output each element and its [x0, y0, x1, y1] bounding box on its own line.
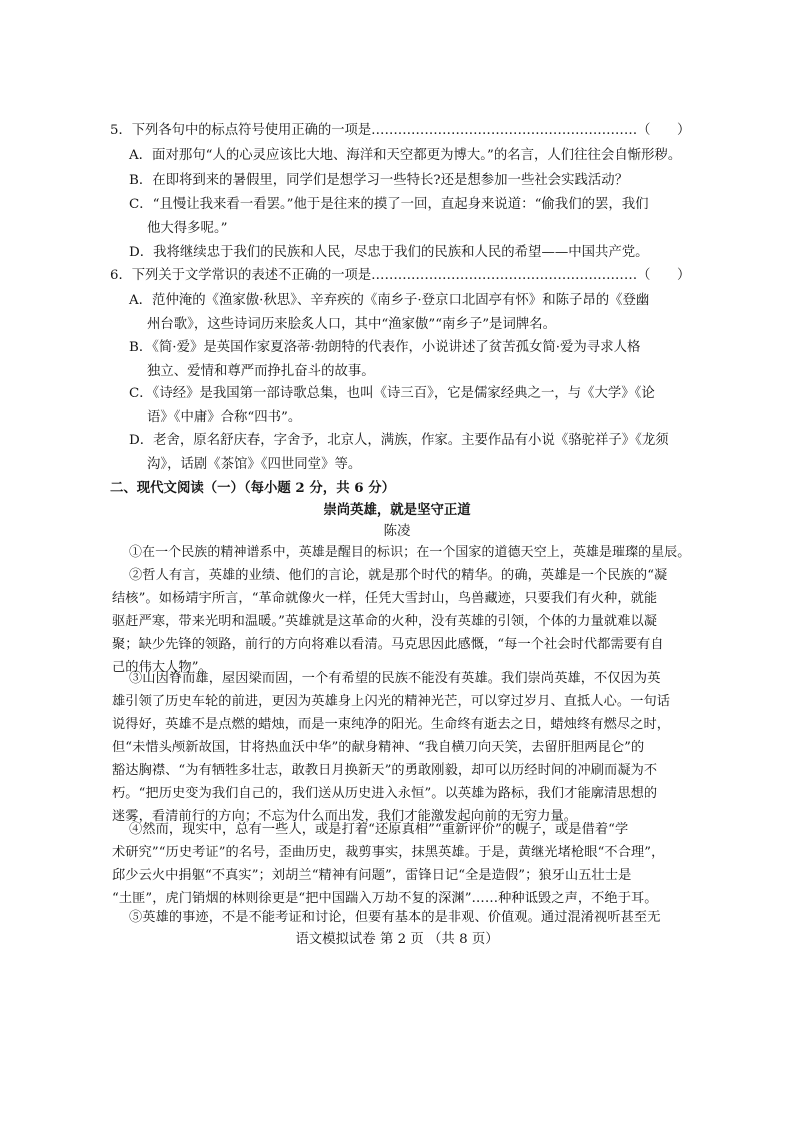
q5-stem: 5．下列各句中的标点符号使用正确的一项是……………………………………………………（ ） [110, 123, 691, 138]
article-para-3-line3: 说得好，英雄不是点燃的蜡烛，而是一束纯净的阳光。生命终有逝去之日，蜡烛终有燃尽之时， [112, 717, 671, 732]
q6-stem: 6．下列关于文学常识的表述不正确的一项是……………………………………………………（ ） [110, 268, 691, 283]
q5-option-b: B．在即将到来的暑假里，同学们是想学习一些特长?还是想参加一些社会实践活动？ [129, 173, 629, 188]
article-para-1: ①在一个民族的精神谱系中，英雄是醒目的标识；在一个国家的道德天空上，英雄是璀璨的星辰。 [129, 545, 691, 560]
q5-option-c-line2: 他大得多呢。” [147, 221, 228, 236]
q6-option-c-line1: C．《诗经》是我国第一部诗歌总集，也叫《诗三百》，它是儒家经典之一，与《大学》《论 [129, 386, 655, 401]
q5-option-c-line1: C．“且慢让我来看一看罢。”他于是往来的摸了一回，直起身来说道：“偷我们的罢，我们 [129, 197, 649, 212]
article-para-4-line4: “土匪”，虎门销烟的林则徐更是“把中国踹入万劫不复的深渊”……种种诋毁之声，不绝于耳。 [112, 891, 658, 906]
article-para-2-line5: 己的伟大人物”。 [112, 660, 212, 675]
article-para-2-line3: 驱赶严寒，带来光明和温暖。”英雄就是这革命的火种，没有英雄的引领，个体的力量就难以凝 [112, 614, 658, 629]
q6-option-d-line2: 沟》，话剧《茶馆》《四世同堂》等。 [147, 457, 362, 472]
page-footer: 语文模拟试卷 第 2 页 （共 8 页） [295, 932, 499, 947]
article-para-3-line7: 迷雾，看清前行的方向；不忘为什么而出发，我们才能激发起向前的无穷力量。 [112, 809, 578, 824]
article-para-4-line1: ④然而，现实中，总有一些人，或是打着“还原真相”“重新评价”的幌子，或是借着“学 [129, 822, 629, 837]
article-para-3-line1: ③山因脊而雄，屋因梁而固，一个有希望的民族不能没有英雄。我们崇尚英雄，不仅因为英 [129, 671, 661, 686]
q6-option-a-line2: 州台歌》，这些诗词历来脍炙人口，其中“渔家傲”“南乡子”是词牌名。 [147, 317, 557, 332]
article-title: 崇尚英雄，就是坚守正道 [323, 502, 471, 518]
article-para-2-line1: ②哲人有言，英雄的业绩、他们的言论，就是那个时代的精华。的确，英雄是一个民族的“凝 [129, 568, 668, 583]
article-para-3-line5: 豁达胸襟、“为有牺牲多壮志，敢教日月换新天”的勇敢刚毅，却可以历经时间的冲刷而凝为不 [112, 763, 658, 778]
q5-option-d: D．我将继续忠于我们的民族和人民，尽忠于我们的民族和人民的希望——中国共产党。 [129, 245, 649, 260]
article-para-2-line2: 结核”。如杨靖宇所言，“革命就像火一样，任凭大雪封山，鸟兽藏迹，只要我们有火种，就能 [112, 591, 658, 606]
q6-option-b-line2: 独立、爱情和尊严而挣扎奋斗的故事。 [147, 364, 375, 379]
q6-option-c-line2: 语》《中庸》合称“四书”。 [147, 410, 302, 425]
article-para-4-line2: 术研究”“历史考证”的名号，歪曲历史，裁剪事实，抹黑英雄。于是，黄继光堵枪眼“不合理”， [112, 845, 665, 860]
section-heading: 二、现代文阅读（一）（每小题 2 分，共 6 分） [110, 480, 396, 496]
article-para-5-line1: ⑤英雄的事迹，不是不能考证和讨论，但要有基本的是非观、价值观。通过混淆视听甚至无 [129, 910, 661, 925]
article-para-3-line2: 雄引领了历史车轮的前进，更因为英雄身上闪光的精神光芒，可以穿过岁月、直抵人心。一句话 [112, 694, 671, 709]
article-para-4-line3: 邱少云火中捐躯“不真实”；刘胡兰“精神有问题”，雷锋日记“全是造假”；狼牙山五壮士是 [112, 868, 632, 883]
q5-option-a: A．面对那句“人的心灵应该比大地、海洋和天空都更为博大。”的名言，人们往往会自惭形秽。 [129, 148, 682, 163]
article-para-2-line4: 聚；缺少先锋的领路，前行的方向将难以看清。马克思因此感慨，“每一个社会时代都需要有自 [112, 637, 664, 652]
q6-option-d-line1: D．老舍，原名舒庆春，字舍予，北京人，满族，作家。主要作品有小说《骆驼祥子》《龙须 [129, 433, 669, 448]
article-para-3-line6: 朽。“把历史变为我们自己的，我们送从历史进入永恒”。以英雄为路标，我们才能廓清思想的 [112, 786, 658, 801]
q6-option-a-line1: A．范仲淹的《渔家傲·秋思》、辛弃疾的《南乡子·登京口北固亭有怀》和陈子昂的《登幽 [129, 293, 650, 308]
article-para-3-line4: 但“未惜头颅新故国，甘将热血沃中华”的献身精神、“我自横刀向天笑，去留肝胆两昆仑”的 [112, 740, 645, 755]
q6-option-b-line1: B．《简·爱》是英国作家夏洛蒂·勃朗特的代表作，小说讲述了贫苦孤女简·爱为寻求人格 [129, 340, 641, 355]
article-author: 陈凌 [383, 524, 411, 539]
